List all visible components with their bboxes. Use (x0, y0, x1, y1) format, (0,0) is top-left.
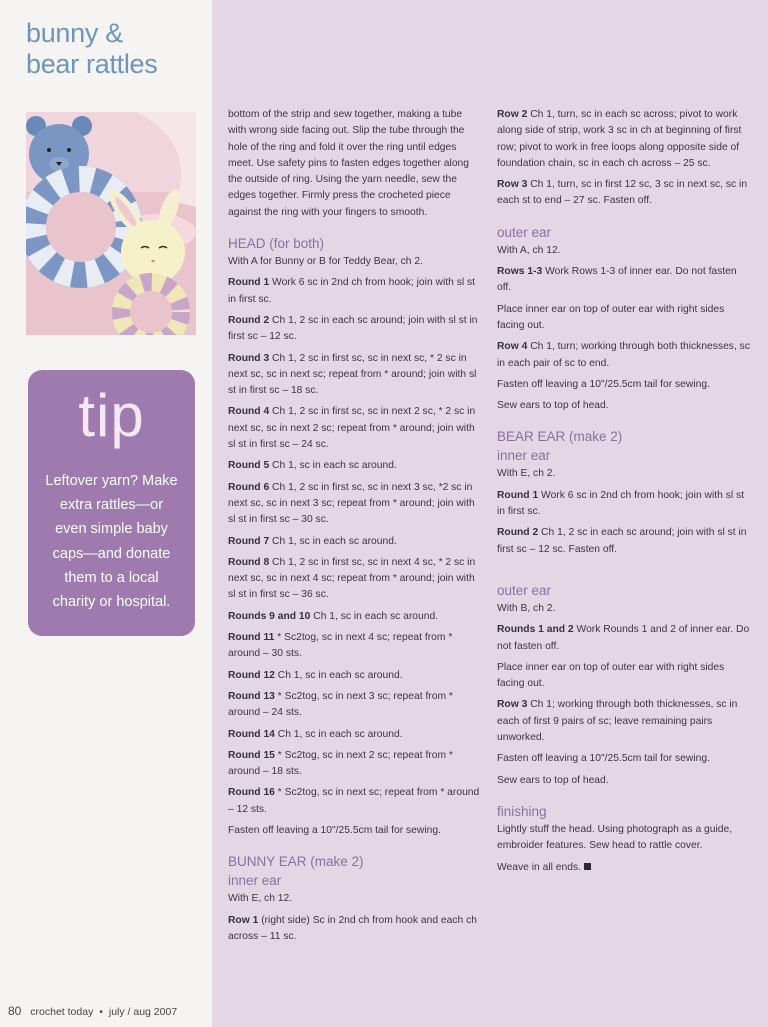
round-text: Ch 1, 2 sc in each sc around; join with sl st in first sc – 12 sc. (228, 314, 478, 343)
round-label: Round 6 (228, 481, 270, 493)
round-label: Rounds 9 and 10 (228, 610, 311, 622)
intro-line: edges meet. Use safety pins to fasten edges (228, 141, 457, 169)
subheading-outer-ear: outer ear (497, 224, 552, 240)
round-label: Round 1 (497, 489, 539, 501)
round-label: Round 15 (228, 749, 275, 761)
row-label: Row 1 (228, 914, 259, 926)
row-text: Ch 1; working through both thicknesses, sc in each of first 9 pairs of sc; leave remaining pairs unworked. (497, 699, 738, 744)
round-item (228, 630, 481, 663)
intro-line: together along the outside of ring. Using the yarn (228, 157, 469, 186)
instruction: With B, ch 2. (497, 602, 556, 614)
page-title-line1: bunny & (26, 18, 123, 48)
row-label: Row 3 (497, 699, 528, 711)
instruction-final (497, 860, 753, 876)
round-item (228, 351, 481, 400)
page-footer (8, 1004, 177, 1018)
round-label: Round 2 (497, 527, 539, 539)
round-text: Ch 1, sc in each sc around. (269, 535, 397, 547)
round-text: Ch 1, sc in each sc around. (274, 669, 403, 681)
row-item (497, 339, 753, 372)
column-right (497, 107, 753, 881)
round-text: * Sc2tog, sc in next sc; repeat from * around – 12 sts. (228, 787, 480, 815)
instruction: Fasten off leaving a 10"/25.5cm tail for sewing. (497, 753, 710, 765)
row-label: Row 4 (497, 341, 528, 353)
round-item (228, 458, 481, 474)
round-label: Rounds 1 and 2 (497, 624, 574, 636)
row-text: Work Rows 1-3 of inner ear. Do not fasten off. (497, 266, 737, 294)
bullet-icon: • (99, 1006, 103, 1018)
round-label: Round 12 (228, 669, 275, 681)
intro-line: crocheted piece against the ring with your fingers (228, 190, 451, 218)
rattles-photo (26, 112, 196, 335)
row-text: Ch 1, turn, sc in first 12 sc, 3 sc in next sc, sc in each st to end – 27 sc. Fasten off. (497, 179, 748, 207)
instruction: With A, ch 12. (497, 244, 561, 256)
round-text: Ch 1, 2 sc in first sc, sc in next 3 sc, *2 sc in next sc, sc in next 3 sc; repeat from * around; join with sl st in first sc – 30 sc. (228, 481, 475, 526)
tip-line: even simple baby (55, 521, 168, 538)
round-item (228, 555, 481, 604)
intro-line: with wrong side facing out. Slip the tube through (228, 125, 451, 137)
round-text: Ch 1, sc in each sc around. (310, 610, 439, 622)
intro-line: bottom of the strip and sew together, making a tube (228, 109, 463, 120)
instruction: Fasten off leaving a 10"/25.5cm tail for sewing. (497, 378, 710, 390)
subheading-inner-ear: inner ear (228, 873, 282, 889)
subheading-inner-ear: inner ear (497, 448, 551, 464)
round-text: Ch 1, sc in each sc around. (274, 728, 403, 740)
instruction: With E, ch 2. (497, 468, 556, 480)
instruction: Fasten off leaving a 10"/25.5cm tail for sewing. (228, 824, 441, 836)
tip-line: extra rattles—or (59, 497, 164, 514)
round-item (497, 622, 753, 655)
round-label: Round 5 (228, 460, 270, 472)
round-item (228, 785, 481, 818)
round-text: * Sc2tog, sc in next 4 sc; repeat from * around – 30 sts. (228, 632, 453, 660)
magazine-name: crochet today (30, 1006, 94, 1018)
round-item (228, 480, 481, 529)
instruction: With A for Bunny or B for Teddy Bear, ch 2. (228, 256, 423, 268)
row-label: Row 2 (497, 109, 528, 120)
round-label: Round 3 (228, 352, 270, 364)
row-item (497, 264, 753, 297)
page-title (26, 18, 157, 80)
intro-line: the hole of the ring and fold it over the ring until (228, 125, 465, 153)
round-label: Round 2 (228, 314, 270, 326)
subheading-outer-ear: outer ear (497, 582, 552, 598)
page-title-line2: bear rattles (26, 49, 158, 79)
round-text: Ch 1, 2 sc in first sc, sc in next 2 sc, * 2 sc in next sc, sc in next 2 sc; repeat from * around; join with sl st in first sc – 24 sc. (228, 406, 476, 451)
round-item (228, 668, 481, 684)
intro-paragraph (228, 107, 481, 221)
round-item (228, 609, 481, 625)
round-text: Ch 1, 2 sc in first sc, sc in next 4 sc, * 2 sc in next sc, sc in next 4 sc; repeat from * around; join with sl st in first sc – 36 sc. (228, 556, 476, 601)
instruction: With E, ch 12. (228, 893, 293, 905)
round-text: Work 6 sc in 2nd ch from hook; join with sl st in first sc. (497, 489, 745, 518)
instruction: Lightly stuff the head. Using photograph as a guide, embroider features. Sew head to rattle cover. (497, 823, 733, 852)
round-item (228, 689, 481, 722)
section-heading-head: HEAD (for both) (228, 236, 325, 252)
row-text: Ch 1, turn; working through both thicknesses, sc in each pair of sc to end. (497, 341, 750, 369)
weave-text: Weave in all ends. (497, 861, 581, 873)
rounds-list (228, 275, 481, 818)
round-text: Ch 1, 2 sc in first sc, sc in next sc, * 2 sc in next sc, sc in next sc; repeat from * around; join with sl st in first sc – 18 sc. (228, 352, 477, 397)
instruction: Place inner ear on top of outer ear with right sides facing out. (497, 661, 725, 690)
tip-line: charity or hospital. (52, 594, 171, 611)
tip-line: caps—and donate (52, 545, 171, 562)
round-label: Round 14 (228, 728, 275, 740)
instruction: Sew ears to top of head. (497, 774, 609, 786)
intro-line: to smooth. (379, 206, 428, 218)
round-label: Round 11 (228, 632, 275, 644)
row-item (228, 913, 481, 946)
tip-line: them to a local (64, 569, 159, 586)
round-item (228, 748, 481, 781)
row-text: (right side) Sc in 2nd ch from hook and each ch across – 11 sc. (228, 914, 477, 942)
issue-date: july / aug 2007 (108, 1006, 178, 1018)
round-text: Work Rounds 1 and 2 of inner ear. Do not fasten off. (497, 624, 750, 652)
instruction: Place inner ear on top of outer ear with right sides facing out. (497, 303, 725, 331)
row-text: Ch 1, turn, sc in each sc across; pivot to work along side of strip, work 3 sc in ch at beginning of first row; pivot to work in free loops along opposite side of foundation chain, sc in each ch across – 25 sc. (497, 109, 742, 169)
section-heading-bunny-ear: BUNNY EAR (make 2) (228, 854, 364, 870)
round-item (228, 275, 481, 308)
round-text: Ch 1, sc in each sc around. (269, 460, 397, 472)
round-label: Round 13 (228, 690, 275, 702)
row-item (497, 177, 753, 210)
row-label: Row 3 (497, 179, 528, 191)
section-heading-bear-ear: BEAR EAR (make 2) (497, 429, 623, 445)
row-item (497, 107, 753, 172)
column-left (228, 107, 481, 950)
round-item (497, 488, 753, 521)
round-text: Ch 1, 2 sc in each sc around; join with sl st in first sc – 12 sc. Fasten off. (497, 527, 747, 555)
row-label: Rows 1-3 (497, 266, 543, 278)
round-label: Round 4 (228, 406, 270, 418)
round-label: Round 7 (228, 535, 270, 547)
rattles-illustration (26, 112, 196, 335)
round-label: Round 16 (228, 787, 275, 799)
round-item (228, 313, 481, 346)
intro-line: needle, sew the edges together. Firmly press the (228, 174, 457, 202)
instruction: Sew ears to top of head. (497, 400, 609, 412)
page-number: 80 (8, 1004, 22, 1018)
tip-heading: tip (78, 382, 145, 449)
round-label: Round 1 (228, 277, 270, 289)
row-item (497, 697, 753, 746)
end-square-icon (584, 863, 591, 870)
round-item (497, 525, 753, 558)
round-item (228, 404, 481, 453)
round-label: Round 8 (228, 556, 270, 568)
tip-line: Leftover yarn? Make (45, 473, 178, 489)
round-text: * Sc2tog, sc in next 2 sc; repeat from * around – 18 sts. (228, 749, 453, 778)
section-heading-finishing: finishing (497, 803, 547, 819)
round-item (228, 534, 481, 550)
round-text: * Sc2tog, sc in next 3 sc; repeat from * around – 24 sts. (228, 690, 453, 719)
tip-box (28, 370, 195, 636)
round-item (228, 727, 481, 743)
round-text: Work 6 sc in 2nd ch from hook; join with sl st in first sc. (228, 277, 476, 305)
tip-text (34, 469, 189, 614)
